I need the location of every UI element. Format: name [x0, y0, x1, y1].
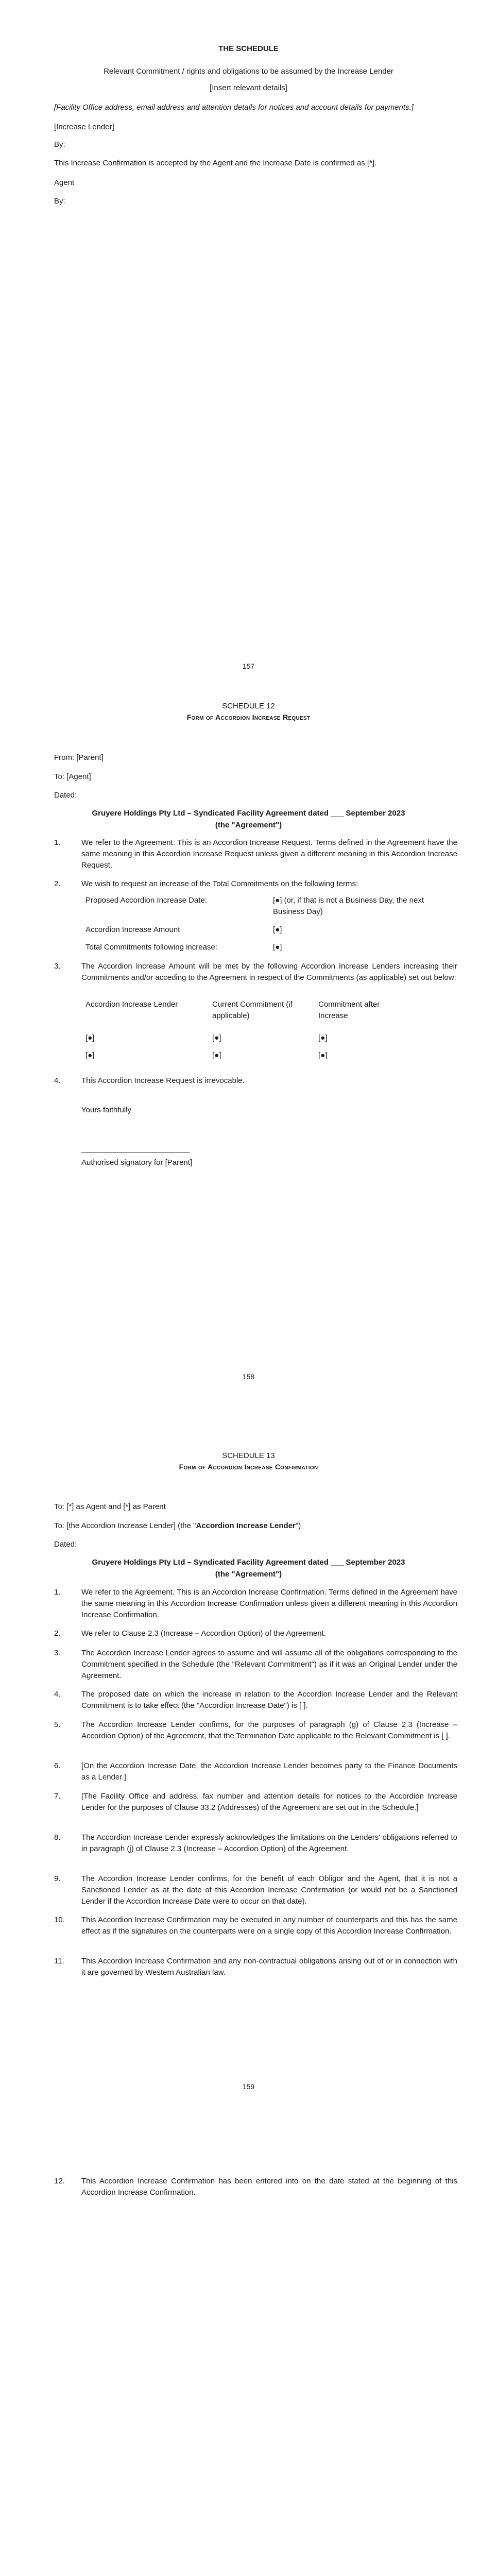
item-number: 4.: [54, 1076, 61, 1085]
item-text: We refer to Clause 2.3 (Increase – Accordion Option) of the Agreement.: [81, 1629, 326, 1638]
closing-text: Yours faithfully: [81, 1106, 132, 1114]
agent-label: Agent: [54, 178, 75, 187]
item-number: 3.: [54, 962, 61, 971]
to-line: To: [*] as Agent and [*] as Parent: [54, 1502, 166, 1511]
schedule-number: SCHEDULE 12: [222, 702, 275, 710]
item-text: [The Facility Office and address, fax number and attention details for notices to the Accordion Increase Lender for the purposes of Clause 33.2 (Addresses) of the Agreement are set out in the Schedule.]: [81, 1792, 457, 1812]
insert-placeholder: [Insert relevant details]: [210, 83, 287, 92]
item-number: 2.: [54, 879, 61, 888]
terms-table: [81, 893, 457, 955]
agreement-title: Gruyere Holdings Pty Ltd – Syndicated Facility Agreement dated ___ September 2023: [92, 809, 405, 818]
to-suffix: "): [295, 1521, 301, 1530]
to-line: To: [Agent]: [54, 772, 91, 781]
dated-line: Dated:: [54, 791, 77, 800]
term-value: [●] (or, if that is not a Business Day, the next Business Day): [273, 896, 424, 916]
signature-by-label: By:: [54, 140, 65, 149]
table-row: [81, 1045, 401, 1063]
table-cell: [●]: [318, 1051, 328, 1060]
facility-details: [Facility Office address, email address and attention details for notices and account details for payments.]: [54, 103, 414, 112]
schedule-title: Form of Accordion Increase Request: [186, 713, 311, 721]
item-number: 2.: [54, 1629, 61, 1638]
page-number: 159: [242, 2082, 255, 2091]
defined-term: Accordion Increase Lender: [196, 1521, 296, 1530]
agreement-subtitle: (the "Agreement"): [215, 1570, 282, 1579]
item-text: The Accordion Increase Lender expressly acknowledges the limitations on the Lenders' obligations referred to in paragraph (j) of Clause 2.3 (Increase – Accordion Option) of the Agreement.: [81, 1833, 457, 1853]
table-cell: [●]: [212, 1051, 221, 1060]
item-number: 3.: [54, 1649, 61, 1657]
item-number: 11.: [54, 1957, 64, 1965]
item-number: 1.: [54, 838, 61, 847]
table-header-row: [81, 997, 401, 1023]
schedule-subheading: Relevant Commitment / rights and obligations to be assumed by the Increase Lender: [104, 67, 393, 76]
item-text: This Accordion Increase Confirmation has been entered into on the date stated at the beginning of this Accordion Increase Confirmation.: [81, 2177, 457, 2197]
item-number: 10.: [54, 1916, 65, 1924]
dated-line: Dated:: [54, 1540, 77, 1549]
to-prefix: To: [the Accordion Increase Lender] (the ": [54, 1521, 196, 1530]
column-header: Current Commitment (if applicable): [212, 1000, 293, 1020]
page-number: 157: [242, 662, 255, 670]
item-text: We refer to the Agreement. This is an Accordion Increase Request. Terms defined in the Agreement have the same meaning in this Accordion Increase Request unless given a different meaning in this Accordion Increase Request.: [81, 838, 457, 870]
table-cell: [●]: [212, 1033, 221, 1042]
item-text: The Accordion Increase Amount will be met by the following Accordion Increase Lenders increasing their Commitments and/or acceding to the Agreement in respect of the Commitments (as applicable) set out below:: [81, 962, 457, 982]
schedule-heading: THE SCHEDULE: [218, 44, 279, 53]
term-value: [●]: [273, 943, 282, 952]
column-header: Commitment after Increase: [318, 1000, 380, 1020]
item-text: [On the Accordion Increase Date, the Accordion Increase Lender becomes party to the Finance Documents as a Lender.]: [81, 1761, 457, 1782]
term-label: Total Commitments following increase:: [85, 943, 217, 952]
term-value: [●]: [273, 925, 282, 934]
increase-lender-label: [Increase Lender]: [54, 123, 114, 131]
agreement-subtitle: (the "Agreement"): [215, 821, 282, 829]
item-text: The Accordion Increase Lender confirms, for the purposes of paragraph (g) of Clause 2.3 (Increase – Accordion Option) of the Agreement, that the Termination Date applicable to the Relevant Commitment is [ ].: [81, 1720, 457, 1740]
signatory-label: Authorised signatory for [Parent]: [81, 1158, 193, 1167]
table-cell: [●]: [318, 1033, 328, 1042]
item-number: 1.: [54, 1588, 61, 1597]
table-row: [81, 937, 457, 955]
table-cell: [●]: [85, 1033, 95, 1042]
agreement-title: Gruyere Holdings Pty Ltd – Syndicated Facility Agreement dated ___ September 2023: [92, 1558, 405, 1567]
item-number: 12.: [54, 2177, 65, 2185]
item-text: We refer to the Agreement. This is an Accordion Increase Confirmation. Terms defined in the Agreement have the same meaning in this Accordion Increase Confirmation unless given a different meaning in this Accordion Increase Confirmation.: [81, 1588, 457, 1619]
item-number: 4.: [54, 1690, 61, 1699]
item-number: 6.: [54, 1761, 61, 1770]
table-row: [81, 893, 457, 919]
page-number: 158: [242, 1372, 255, 1381]
item-text: The Accordion Increase Lender confirms, for the benefit of each Obligor and the Agent, that it is not a Sanctioned Lender as at the date of this Accordion Increase Confirmation (or would not be a Sanctioned Lender if the Accordion Increase Date were to occur on that date).: [81, 1874, 457, 1906]
table-cell: [●]: [85, 1051, 95, 1060]
to-line: [54, 1520, 301, 1532]
signature-line: [81, 1152, 190, 1153]
item-text: The proposed date on which the increase in relation to the Accordion Increase Lender and the Relevant Commitment is to take effect (the "Accordion Increase Date") is [ ].: [81, 1690, 457, 1710]
table-row: [81, 919, 457, 937]
item-text: We wish to request an increase of the Total Commitments on the following terms:: [81, 879, 358, 888]
item-number: 9.: [54, 1874, 61, 1883]
increase-confirmation-statement: This Increase Confirmation is accepted by the Agent and the Increase Date is confirmed as [*].: [54, 159, 377, 167]
item-text: This Accordion Increase Confirmation may be executed in any number of counterparts and this has the same effect as if the signatures on the counterparts were on a single copy of this Accordion Increase Confirmation.: [81, 1916, 457, 1936]
schedule-number: SCHEDULE 13: [222, 1451, 275, 1460]
column-header: Accordion Increase Lender: [85, 1000, 178, 1009]
item-text: The Accordion Increase Lender agrees to assume and will assume all of the obligations corresponding to the Commitment specified in the Schedule (the "Relevant Commitment") as if it was an Original Lender under the Agreement.: [81, 1649, 457, 1680]
item-text: This Accordion Increase Confirmation and any non-contractual obligations arising out of or in connection with it are governed by Western Australian law.: [81, 1957, 457, 1977]
item-number: 8.: [54, 1833, 61, 1842]
signature-by-label: By:: [54, 197, 65, 206]
item-number: 7.: [54, 1792, 61, 1801]
item-text: This Accordion Increase Request is irrevocable.: [81, 1076, 245, 1085]
from-line: From: [Parent]: [54, 753, 104, 762]
table-row: [81, 1023, 401, 1045]
term-label: Proposed Accordion Increase Date:: [85, 896, 207, 905]
lenders-table: [81, 997, 401, 1063]
term-label: Accordion Increase Amount: [85, 925, 180, 934]
item-number: 5.: [54, 1720, 61, 1729]
schedule-title: Form of Accordion Increase Confirmation: [179, 1463, 318, 1471]
